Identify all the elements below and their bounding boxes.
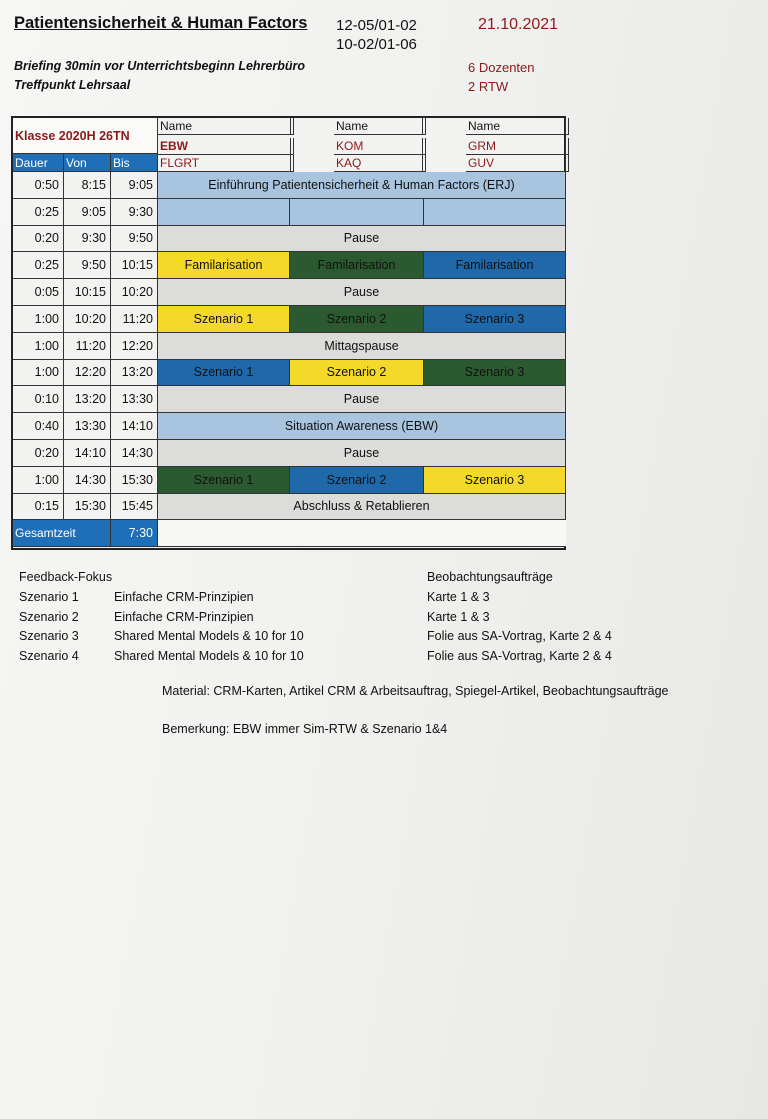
- to-cell: 11:20: [111, 306, 158, 333]
- activity-cell: Situation Awareness (EBW): [158, 413, 566, 440]
- to-cell: 13:30: [111, 386, 158, 413]
- staff-name: KOM: [334, 138, 423, 155]
- from-cell: 15:30: [64, 494, 111, 521]
- observation-heading: Beobachtungsaufträge: [427, 570, 553, 584]
- name-header: Name: [466, 118, 566, 135]
- total-spacer: [158, 520, 566, 547]
- staff-room: [291, 155, 294, 172]
- empty-activity-cell: [158, 199, 290, 226]
- observation-task: Karte 1 & 3: [427, 590, 490, 604]
- from-cell: 9:05: [64, 199, 111, 226]
- activity-cell: Einführung Patientensicherheit & Human Factors (ERJ): [158, 172, 566, 199]
- from-cell: 14:10: [64, 440, 111, 467]
- from-cell: 10:20: [64, 306, 111, 333]
- duration-cell: 0:40: [13, 413, 64, 440]
- staff-name: FLGRT: [158, 155, 291, 172]
- duration-header: Dauer: [13, 154, 64, 172]
- staff-name: KAQ: [334, 155, 423, 172]
- feedback-focus: Einfache CRM-Prinzipien: [114, 609, 254, 624]
- empty-activity-cell: [424, 199, 566, 226]
- activity-cell: Szenario 2: [290, 360, 424, 387]
- activity-cell: Szenario 1: [158, 467, 290, 494]
- remark-note: Bemerkung: EBW immer Sim-RTW & Szenario 1&4: [162, 722, 448, 736]
- from-cell: 11:20: [64, 333, 111, 360]
- activity-cell: Szenario 1: [158, 306, 290, 333]
- activity-cell: Szenario 3: [424, 306, 566, 333]
- room-header: [291, 118, 294, 135]
- activity-cell: Pause: [158, 279, 566, 306]
- to-cell: 9:50: [111, 226, 158, 253]
- material-note: Material: CRM-Karten, Artikel CRM & Arbeitsauftrag, Spiegel-Artikel, Beobachtungsaufträge: [162, 684, 669, 698]
- to-cell: 13:20: [111, 360, 158, 387]
- activity-cell: Szenario 1: [158, 360, 290, 387]
- activity-cell: Familarisation: [424, 252, 566, 279]
- from-cell: 8:15: [64, 172, 111, 199]
- schedule-table: [11, 116, 566, 550]
- duration-cell: 1:00: [13, 360, 64, 387]
- from-header: Von: [64, 154, 111, 172]
- feedback-scenario: Szenario 4: [19, 648, 79, 663]
- duration-cell: 0:05: [13, 279, 64, 306]
- to-cell: 15:30: [111, 467, 158, 494]
- observation-task: Folie aus SA-Vortrag, Karte 2 & 4: [427, 629, 612, 643]
- to-cell: 15:45: [111, 494, 158, 521]
- duration-cell: 0:25: [13, 252, 64, 279]
- feedback-focus: Einfache CRM-Prinzipien: [114, 590, 254, 604]
- name-header: Name: [158, 118, 291, 135]
- from-cell: 9:50: [64, 252, 111, 279]
- observation-task: Karte 1 & 3: [427, 609, 490, 624]
- briefing-note: Briefing 30min vor Unterrichtsbeginn Lehrerbüro: [14, 59, 306, 73]
- feedback-scenario: Szenario 2: [19, 609, 79, 624]
- duration-cell: 0:20: [13, 440, 64, 467]
- from-cell: 13:20: [64, 386, 111, 413]
- room-header: [566, 118, 569, 135]
- to-cell: 14:10: [111, 413, 158, 440]
- meeting-point: Treffpunkt Lehrsaal: [14, 78, 131, 92]
- staff-room: [423, 155, 426, 172]
- to-cell: 9:30: [111, 199, 158, 226]
- activity-cell: Szenario 3: [424, 467, 566, 494]
- duration-cell: 0:50: [13, 172, 64, 199]
- duration-cell: 0:25: [13, 199, 64, 226]
- staff-name: GRM: [466, 138, 566, 155]
- to-cell: 12:20: [111, 333, 158, 360]
- staff-room: [566, 138, 569, 155]
- to-cell: 9:05: [111, 172, 158, 199]
- from-cell: 9:30: [64, 226, 111, 253]
- staff-name: EBW: [158, 138, 291, 155]
- activity-cell: Mittagspause: [158, 333, 566, 360]
- activity-cell: Szenario 3: [424, 360, 566, 387]
- duration-cell: 0:10: [13, 386, 64, 413]
- from-cell: 14:30: [64, 467, 111, 494]
- lecturer-count: 6 Dozenten: [468, 60, 535, 75]
- activity-cell: Pause: [158, 386, 566, 413]
- activity-cell: Pause: [158, 226, 566, 253]
- feedback-heading: Feedback-Fokus: [19, 570, 113, 584]
- duration-cell: 1:00: [13, 333, 64, 360]
- total-value: 7:30: [111, 520, 158, 547]
- feedback-focus: Shared Mental Models & 10 for 10: [114, 648, 304, 663]
- feedback-focus: Shared Mental Models & 10 for 10: [114, 629, 304, 643]
- to-cell: 10:15: [111, 252, 158, 279]
- to-header: Bis: [111, 154, 158, 172]
- date: 21.10.2021: [478, 16, 559, 33]
- activity-cell: Abschluss & Retablieren: [158, 494, 566, 521]
- activity-cell: Pause: [158, 440, 566, 467]
- activity-cell: Familarisation: [290, 252, 424, 279]
- duration-cell: 1:00: [13, 467, 64, 494]
- from-cell: 13:30: [64, 413, 111, 440]
- duration-cell: 0:20: [13, 226, 64, 253]
- staff-name: GUV: [466, 155, 566, 172]
- document-title: Patientensicherheit & Human Factors: [14, 14, 308, 32]
- staff-room: [291, 138, 294, 155]
- observation-task: Folie aus SA-Vortrag, Karte 2 & 4: [427, 648, 612, 663]
- from-cell: 10:15: [64, 279, 111, 306]
- total-label: Gesamtzeit: [13, 520, 111, 547]
- feedback-scenario: Szenario 1: [19, 590, 79, 604]
- activity-cell: Szenario 2: [290, 306, 424, 333]
- from-cell: 12:20: [64, 360, 111, 387]
- staff-room: [566, 155, 569, 172]
- activity-cell: Familarisation: [158, 252, 290, 279]
- staff-room: [423, 138, 426, 155]
- activity-cell: Szenario 2: [290, 467, 424, 494]
- name-header: Name: [334, 118, 423, 135]
- duration-cell: 0:15: [13, 494, 64, 521]
- rtw-count: 2 RTW: [468, 79, 509, 94]
- course-code-1: 12-05/01-02: [336, 17, 417, 34]
- empty-activity-cell: [290, 199, 424, 226]
- feedback-scenario: Szenario 3: [19, 629, 79, 643]
- room-header: [423, 118, 426, 135]
- to-cell: 10:20: [111, 279, 158, 306]
- duration-cell: 1:00: [13, 306, 64, 333]
- to-cell: 14:30: [111, 440, 158, 467]
- course-code-2: 10-02/01-06: [336, 36, 417, 53]
- class-label: Klasse 2020H 26TN: [13, 118, 158, 154]
